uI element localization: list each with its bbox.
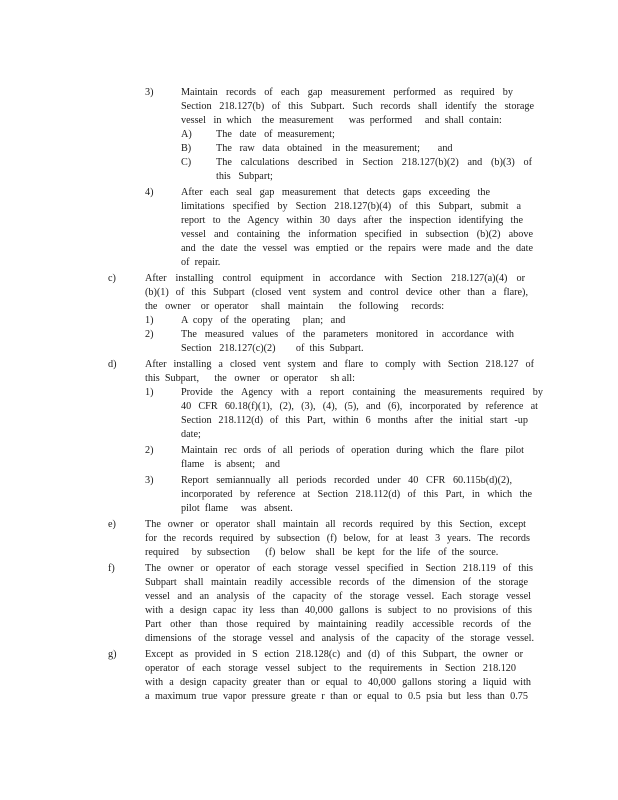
- text-line: 3): [145, 475, 154, 486]
- text-line: 40 CFR 60.18(f)(1), (2), (3), (4), (5), and (6), incorporated by reference at: [181, 401, 538, 412]
- text-line: 4): [145, 187, 154, 198]
- text-line: report to the Agency within 30 days after the inspection identifying the: [181, 215, 523, 226]
- text-line: The owner or operator of each storage vessel specified in Section 218.119 of this: [145, 563, 533, 574]
- text-line: c): [108, 273, 116, 284]
- text-line: The date of measurement;: [216, 129, 335, 140]
- text-line: e): [108, 519, 116, 530]
- text-line: a maximum true vapor pressure greate r than or equal to 0.5 psia but less than 0.75: [145, 691, 528, 702]
- text-line: Section 218.112(d) of this Part, within 6 months after the initial start -up: [181, 415, 528, 426]
- text-line: operator of each storage vessel subject to the requirements in Section 218.120: [145, 663, 516, 674]
- text-line: Except as provided in S ection 218.128(c) and (d) of this Subpart, the owner or: [145, 649, 523, 660]
- text-line: Part other than those required by maintaining readily accessible records of the: [145, 619, 531, 630]
- text-line: 2): [145, 329, 154, 340]
- text-line: and the date the vessel was emptied or the repairs were made and the date: [181, 243, 533, 254]
- text-line: flame is absent; and: [181, 459, 281, 470]
- text-line: vessel and containing the information specified in subsection (b)(2) above: [181, 229, 533, 240]
- text-line: After installing a closed vent system and flare to comply with Section 218.127 of: [145, 359, 534, 370]
- text-line: After each seal gap measurement that detects gaps exceeding the: [181, 187, 490, 198]
- text-line: A copy of the operating plan; and: [181, 315, 346, 326]
- text-line: g): [108, 649, 117, 660]
- text-line: Maintain rec ords of all periods of operation during which the flare pilot: [181, 445, 524, 456]
- text-line: The owner or operator shall maintain all records required by this Section, except: [145, 519, 526, 530]
- text-line: incorporated by reference at Section 218.112(d) of this Part, in which the: [181, 489, 532, 500]
- text-line: d): [108, 359, 117, 370]
- text-line: The measured values of the parameters monitored in accordance with: [181, 329, 514, 340]
- text-line: B): [181, 143, 192, 154]
- text-line: for the records required by subsection (f) below, for at least 3 years. The records: [145, 533, 530, 544]
- text-line: vessel and an analysis of the capacity of the storage vessel. Each storage vessel: [145, 591, 531, 602]
- text-line: A): [181, 129, 192, 140]
- text-line: limitations specified by Section 218.127(b)(4) of this Subpart, submit a: [181, 201, 521, 212]
- text-line: The calculations described in Section 218.127(b)(2) and (b)(3) of: [216, 157, 532, 168]
- text-line: After installing control equipment in accordance with Section 218.127(a)(4) or: [145, 273, 525, 284]
- text-line: this Subpart, the owner or operator sh all:: [145, 373, 355, 384]
- text-line: C): [181, 157, 192, 168]
- text-line: 2): [145, 445, 154, 456]
- text-line: The raw data obtained in the measurement; and: [216, 143, 453, 154]
- text-line: with a design capacity greater than or equal to 40,000 gallons storing a liquid with: [145, 677, 531, 688]
- text-line: 3): [145, 87, 154, 98]
- text-line: (b)(1) of this Subpart (closed vent system and control device other than a flare),: [145, 287, 528, 298]
- text-line: Subpart shall maintain readily accessible records of the dimension of the storage: [145, 577, 528, 588]
- text-line: with a design capac ity less than 40,000 gallons is subject to no provisions of this: [145, 605, 532, 616]
- text-line: pilot flame was absent.: [181, 503, 293, 514]
- text-line: this Subpart;: [216, 171, 273, 182]
- text-line: date;: [181, 429, 201, 440]
- text-line: f): [108, 563, 115, 574]
- text-line: Provide the Agency with a report containing the measurements required by: [181, 387, 543, 398]
- text-line: the owner or operator shall maintain the following records:: [145, 301, 445, 312]
- text-line: Report semiannually all periods recorded under 40 CFR 60.115b(d)(2),: [181, 475, 512, 486]
- text-line: vessel in which the measurement was performed and shall contain:: [181, 115, 502, 126]
- text-line: required by subsection (f) below shall be kept for the life of the source.: [145, 547, 499, 558]
- text-line: 1): [145, 387, 154, 398]
- text-line: Maintain records of each gap measurement performed as required by: [181, 87, 513, 98]
- text-line: Section 218.127(c)(2) of this Subpart.: [181, 343, 364, 354]
- text-line: 1): [145, 315, 154, 326]
- text-line: dimensions of the storage vessel and analysis of the capacity of the storage vessel.: [145, 633, 534, 644]
- text-line: Section 218.127(b) of this Subpart. Such records shall identify the storage: [181, 101, 534, 112]
- text-line: of repair.: [181, 257, 221, 268]
